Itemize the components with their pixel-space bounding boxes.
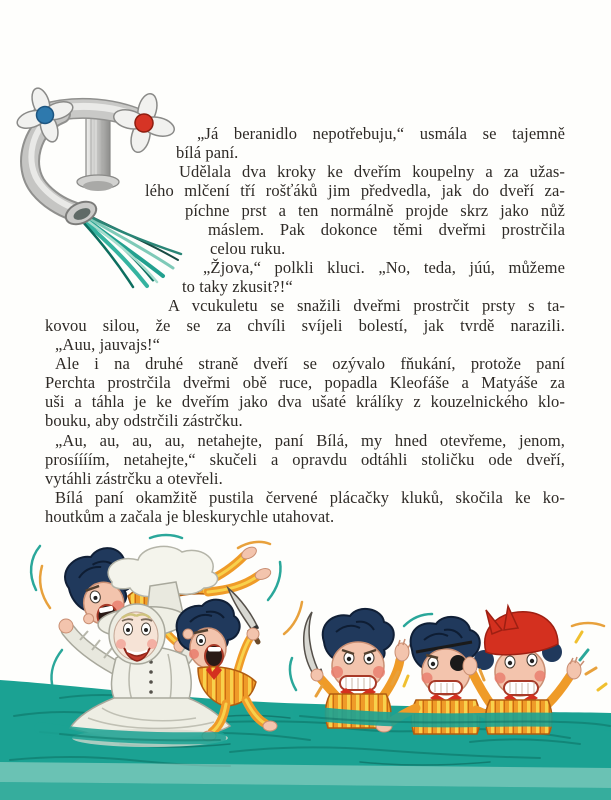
lady-right-hand — [59, 619, 73, 633]
story-line: „Žjova,“ polkli kluci. „No, teda, júú, můžeme — [203, 258, 565, 278]
story-line: A vcukuletu se snažili dveřmi prostrčit prsty s ta- — [168, 296, 565, 316]
sword — [304, 612, 318, 672]
sea-scene-illustration — [0, 530, 611, 800]
story-line: to taky zkusit?!“ — [182, 277, 293, 297]
story-line: bílá paní. — [176, 143, 239, 163]
story-text — [45, 124, 565, 526]
story-line: Ale i na druhé straně dveří se ozývalo fňukání, protože paní — [55, 353, 565, 373]
story-line: bouku, aby odstrčili zástrčku. — [45, 411, 243, 431]
story-line: kovou silou, že se za chvíli svíjeli bolestí, jak tvrdě narazili. — [45, 315, 565, 335]
story-line: „Au, au, au, au, netahejte, paní Bílá, my hned otevřeme, jenom, — [55, 430, 565, 450]
story-line: Bílá paní okamžitě pustila červené plácačky kluků, skočila ke ko- — [55, 487, 565, 507]
story-line: lého mlčení tří rošťáků jim předvedla, jak do dveří za- — [145, 181, 565, 201]
story-line: píchne prst a ten normálně projde skrz jako nůž — [185, 200, 565, 220]
story-line: houtkům a začala je bleskurychle utahovat. — [45, 507, 335, 527]
sea-scene-svg — [0, 530, 611, 800]
story-line: prosíííím, netahejte,“ skučeli a opravdu odtáhli stoličku ode dveří, — [45, 449, 565, 469]
story-line: „Já beranidlo nepotřebuju,“ usmála se tajemně — [197, 124, 565, 143]
story-line: Udělala dva kroky ke dveřím koupelny a za užas- — [179, 162, 565, 182]
story-line: „Auu, jauvajs!“ — [55, 334, 161, 354]
story-line: uši a táhla je ke dveřím jako dva ušaté králíky z kouzelnického klo- — [45, 392, 565, 412]
story-line: vytáhli zástrčku a otevřeli. — [45, 468, 223, 488]
story-line: celou ruku. — [210, 238, 286, 258]
story-line: Perchta prostrčila dveřmi obě ruce, popadla Kleofáše a Matyáše za — [45, 373, 565, 393]
story-line: máslem. Pak dokonce těmi dveřmi prostrčila — [208, 219, 565, 239]
